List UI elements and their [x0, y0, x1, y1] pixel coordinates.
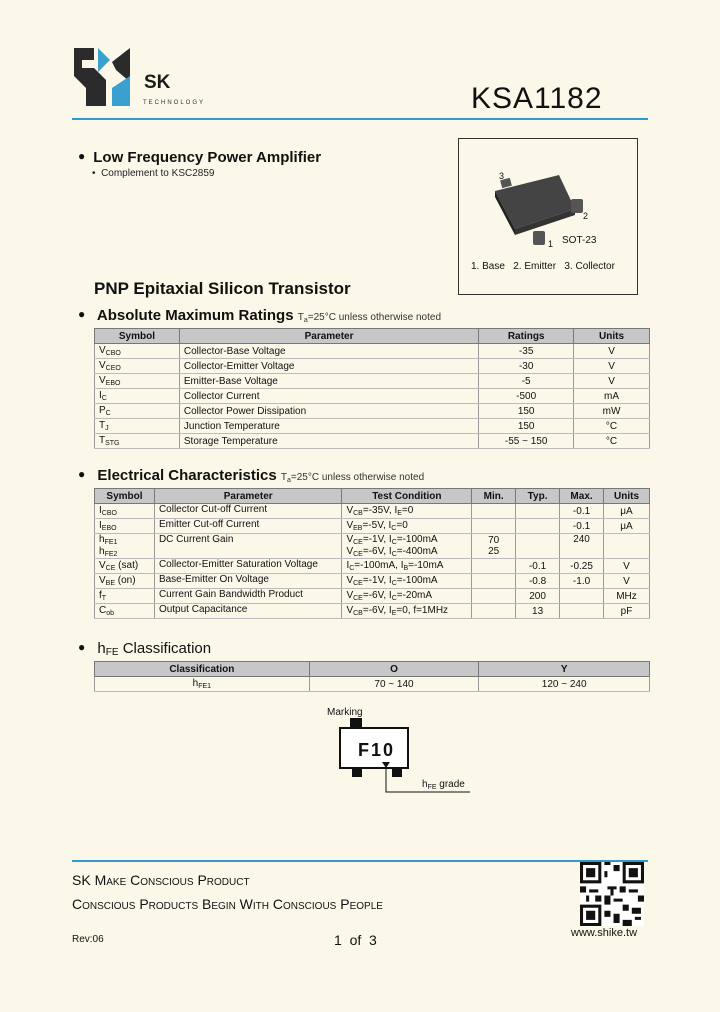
logo-name: SK: [144, 72, 171, 93]
table-row: [95, 434, 650, 449]
unit-cell: V: [604, 574, 650, 589]
cond-text: =-6V,: [362, 605, 389, 616]
pin1-label: 1: [548, 239, 554, 249]
symbol-cell: [95, 434, 180, 449]
cond-text: =-1V,: [362, 575, 389, 586]
symbol-subscript: CBO: [101, 510, 117, 517]
min-cell: [472, 519, 516, 534]
marking-code: F10: [358, 740, 396, 760]
table-row: [95, 519, 650, 534]
table-row: [95, 419, 650, 434]
min-cell: [472, 604, 516, 619]
hfe-title-rest: Classification: [118, 640, 212, 657]
condition-cell: [342, 574, 472, 589]
elec-heading: [78, 467, 424, 484]
symbol-letter: I: [99, 520, 102, 531]
unit-cell: °C: [574, 434, 650, 449]
column-header: Symbol: [95, 329, 180, 344]
hfe-y-value: 120 ~ 240: [479, 677, 650, 692]
rating-cell: -35: [479, 344, 574, 359]
cond-text: =-20mA: [396, 590, 433, 601]
max-cell: -0.1: [560, 504, 604, 519]
hfe-heading: [78, 640, 211, 658]
condition-cell: [342, 504, 472, 519]
grade-h: h: [422, 779, 428, 790]
rating-cell: -55 ~ 150: [479, 434, 574, 449]
rating-cell: 150: [479, 419, 574, 434]
website: www.shike.tw: [571, 927, 638, 939]
column-header: Typ.: [516, 489, 560, 504]
parameter-cell: Emitter Cut-off Current: [154, 519, 342, 534]
column-header: Parameter: [179, 329, 478, 344]
hfe-row-sub: FE1: [198, 683, 212, 690]
cond-var: V: [346, 520, 354, 531]
symbol-letter: V: [99, 375, 106, 386]
unit-cell: V: [574, 359, 650, 374]
footer-slogan-1: SK Make Conscious Product: [72, 872, 250, 888]
symbol-subscript: J: [105, 425, 109, 432]
cond-sub: CE: [353, 551, 363, 558]
column-header: Units: [604, 489, 650, 504]
parameter-cell: Collector-Base Voltage: [179, 344, 478, 359]
table-row: [95, 404, 650, 419]
abs-max-table: [94, 328, 650, 449]
min-cell: [472, 589, 516, 604]
abs-cond-t: T: [297, 312, 304, 323]
column-header: Symbol: [95, 489, 155, 504]
cond-sub: B: [403, 565, 409, 572]
cond-var: I: [346, 560, 350, 571]
elec-table: [94, 488, 650, 619]
column-header: Min.: [472, 489, 516, 504]
symbol-letter: V: [99, 360, 106, 371]
revision: Rev:06: [72, 934, 104, 945]
parameter-cell: Junction Temperature: [179, 419, 478, 434]
cond-text: =0: [401, 505, 414, 516]
symbol-cell: [95, 574, 155, 589]
rating-cell: -5: [479, 374, 574, 389]
table-row: [95, 589, 650, 604]
cond-text: =-100mA,: [354, 560, 401, 571]
min-cell: 70 25: [472, 534, 516, 559]
cond-sub: E: [397, 510, 402, 517]
cond-text: =0: [396, 520, 408, 531]
pin-assignment: 1. Base 2. Emitter 3. Collector: [471, 261, 615, 272]
qr-code-icon: [580, 862, 644, 926]
table-row: [95, 604, 650, 619]
pin2-label: 2: [583, 211, 589, 221]
symbol-cell: [95, 604, 155, 619]
page-number: 1 of 3: [334, 932, 377, 948]
cond-sub: CE: [353, 595, 363, 602]
typ-cell: 200: [516, 589, 560, 604]
symbol-letter: I: [99, 505, 102, 516]
typ-cell: -0.8: [516, 574, 560, 589]
unit-cell: mW: [574, 404, 650, 419]
cond-sub: CE: [353, 539, 363, 546]
footer-slogan-2: Conscious Products Begin With Conscious People: [72, 896, 383, 912]
symbol-letter: T: [99, 435, 106, 446]
cond-sub: C: [391, 551, 397, 558]
symbol-subscript: EBO: [101, 525, 117, 532]
cond-sub: CE: [353, 580, 363, 587]
column-header: Classification: [95, 662, 310, 677]
typ-cell: [516, 534, 560, 559]
column-header: O: [309, 662, 479, 677]
min-cell: [472, 504, 516, 519]
package-name: SOT-23: [562, 235, 597, 246]
unit-cell: V: [574, 344, 650, 359]
symbol-subscript: EBO: [105, 380, 121, 387]
logo-subtitle: TECHNOLOGY: [143, 100, 206, 106]
cond-var: I: [388, 575, 392, 586]
symbol-suffix: (on): [115, 575, 136, 586]
symbol-subscript: C: [105, 410, 111, 417]
marking-label: Marking: [327, 707, 363, 718]
cond-var: I: [388, 605, 392, 616]
header-divider: [72, 118, 648, 120]
cond-sub: CB: [353, 610, 363, 617]
typ-cell: 13: [516, 604, 560, 619]
parameter-cell: Collector-Emitter Saturation Voltage: [154, 559, 342, 574]
cond-var: I: [388, 534, 392, 545]
cond-var: V: [346, 505, 354, 516]
cond-sub: C: [391, 525, 397, 532]
unit-cell: μA: [604, 504, 650, 519]
rating-cell: -30: [479, 359, 574, 374]
cond-sub: CB: [353, 510, 363, 517]
footer-divider: [72, 860, 648, 862]
symbol-cell: [95, 589, 155, 604]
parameter-cell: Collector Power Dissipation: [179, 404, 478, 419]
cond-var: V: [346, 546, 354, 557]
symbol-subscript: CBO: [105, 350, 121, 357]
typ-cell: -0.1: [516, 559, 560, 574]
elec-title: Electrical Characteristics: [97, 467, 277, 484]
abs-cond-rest: =25°C unless otherwise noted: [307, 312, 442, 323]
rating-cell: -500: [479, 389, 574, 404]
cond-text: =-100mA: [396, 534, 438, 545]
parameter-cell: DC Current Gain: [154, 534, 342, 559]
table-row: [95, 344, 650, 359]
symbol-letter: h: [99, 534, 105, 545]
symbol-letter: V: [99, 560, 106, 571]
symbol-subscript: ob: [106, 610, 115, 617]
max-cell: -0.25: [560, 559, 604, 574]
symbol-letter: h: [99, 546, 105, 557]
symbol-letter: I: [99, 390, 102, 401]
min-cell: [472, 559, 516, 574]
parameter-cell: Emitter-Base Voltage: [179, 374, 478, 389]
cond-var: I: [400, 560, 404, 571]
max-cell: [560, 604, 604, 619]
hfe-table: [94, 661, 650, 692]
feature-bullet: • Complement to KSC2859: [92, 168, 215, 179]
hfe-title-sub: FE: [105, 647, 119, 658]
cond-text: =-100mA: [396, 575, 438, 586]
package-diagram: [458, 138, 638, 295]
symbol-cell: [95, 359, 180, 374]
column-header: Units: [574, 329, 650, 344]
cond-text: =-35V,: [362, 505, 395, 516]
cond-text: =-400mA: [396, 546, 438, 557]
max-cell: [560, 589, 604, 604]
parameter-cell: Storage Temperature: [179, 434, 478, 449]
abs-max-heading: [78, 307, 441, 324]
cond-var: V: [346, 534, 354, 545]
column-header: Y: [479, 662, 650, 677]
typ-cell: [516, 519, 560, 534]
parameter-cell: Collector Current: [179, 389, 478, 404]
hfe-title-h: h: [97, 640, 106, 657]
typ-cell: [516, 504, 560, 519]
unit-cell: V: [604, 559, 650, 574]
unit-cell: MHz: [604, 589, 650, 604]
column-header: Ratings: [479, 329, 574, 344]
column-header: Parameter: [154, 489, 342, 504]
symbol-subscript: T: [101, 595, 107, 602]
unit-cell: [604, 534, 650, 559]
hfe-grade-label: [422, 779, 465, 791]
symbol-letter: V: [99, 575, 106, 586]
unit-cell: μA: [604, 519, 650, 534]
parameter-cell: Current Gain Bandwidth Product: [154, 589, 342, 604]
min-value-2: 25: [488, 546, 500, 557]
symbol-letter: P: [99, 405, 106, 416]
condition-cell: [342, 559, 472, 574]
symbol-cell: [95, 344, 180, 359]
cond-var: I: [388, 546, 392, 557]
part-number: KSA1182: [471, 82, 603, 115]
cond-text: =0, f=1MHz: [396, 605, 449, 616]
table-row: [95, 534, 650, 559]
rating-cell: 150: [479, 404, 574, 419]
cond-text: =-1V,: [362, 534, 389, 545]
symbol-letter: V: [99, 345, 106, 356]
symbol-cell: [95, 519, 155, 534]
condition-cell: [342, 519, 472, 534]
sk-logo-icon: [72, 48, 132, 106]
unit-cell: V: [574, 374, 650, 389]
hfe-row-sym: h: [192, 678, 199, 689]
cond-text: =-10mA: [408, 560, 444, 571]
cond-sub: C: [349, 565, 355, 572]
unit-cell: °C: [574, 419, 650, 434]
table-row: [95, 359, 650, 374]
min-cell: [472, 574, 516, 589]
hfe-row-symbol: [95, 677, 310, 692]
grade-sub: FE: [427, 784, 437, 791]
feature-title: ● Low Frequency Power Amplifier: [78, 149, 321, 166]
symbol-cell: [95, 504, 155, 519]
symbol-suffix: (sat): [115, 560, 139, 571]
cond-sub: C: [391, 580, 397, 587]
symbol-subscript: FE2: [104, 551, 118, 558]
parameter-cell: Collector-Emitter Voltage: [179, 359, 478, 374]
cond-text: =-6V,: [362, 590, 389, 601]
max-cell: -1.0: [560, 574, 604, 589]
cond-var: V: [346, 575, 354, 586]
cond-sub: EB: [353, 525, 363, 532]
symbol-subscript: STG: [105, 440, 120, 447]
column-header: Test Condition: [342, 489, 472, 504]
cond-var: I: [388, 520, 392, 531]
max-cell: 240: [560, 534, 604, 559]
parameter-cell: Collector Cut-off Current: [154, 504, 342, 519]
symbol-subscript: CE: [105, 565, 116, 572]
parameter-cell: Output Capacitance: [154, 604, 342, 619]
cond-sub: E: [391, 610, 397, 617]
symbol-letter: T: [99, 420, 106, 431]
cond-text: =-5V,: [362, 520, 389, 531]
table-row: [95, 374, 650, 389]
marking-diagram: [330, 718, 490, 798]
cond-var: V: [346, 605, 354, 616]
condition-cell: [342, 604, 472, 619]
condition-cell: [342, 589, 472, 604]
elec-cond-t: T: [280, 472, 287, 483]
cond-sub: C: [391, 539, 397, 546]
device-type: PNP Epitaxial Silicon Transistor: [94, 279, 351, 298]
cond-text: =-6V,: [362, 546, 389, 557]
symbol-cell: [95, 534, 155, 559]
table-row: [95, 389, 650, 404]
grade-rest: grade: [436, 779, 465, 790]
feature-bullet-text: Complement to KSC2859: [101, 168, 215, 179]
company-logo: [72, 48, 132, 106]
table-row: [95, 559, 650, 574]
symbol-cell: [95, 389, 180, 404]
symbol-subscript: C: [101, 395, 107, 402]
elec-cond-rest: =25°C unless otherwise noted: [290, 472, 425, 483]
table-row: [95, 574, 650, 589]
abs-max-title: Absolute Maximum Ratings: [96, 307, 294, 324]
condition-cell: [342, 534, 472, 559]
symbol-cell: [95, 404, 180, 419]
unit-cell: mA: [574, 389, 650, 404]
column-header: Max.: [560, 489, 604, 504]
cond-var: I: [388, 590, 392, 601]
unit-cell: pF: [604, 604, 650, 619]
abs-cond-sub: a: [303, 317, 308, 324]
symbol-subscript: CEO: [105, 365, 121, 372]
table-row: [95, 504, 650, 519]
symbol-subscript: BE: [105, 580, 116, 587]
elec-cond-sub: a: [286, 477, 291, 484]
symbol-letter: f: [99, 590, 102, 601]
symbol-cell: [95, 419, 180, 434]
cond-var: I: [394, 505, 398, 516]
hfe-o-value: 70 ~ 140: [309, 677, 479, 692]
cond-var: V: [346, 590, 354, 601]
max-cell: -0.1: [560, 519, 604, 534]
symbol-cell: [95, 559, 155, 574]
parameter-cell: Base-Emitter On Voltage: [154, 574, 342, 589]
cond-sub: C: [391, 595, 397, 602]
symbol-letter: C: [99, 605, 107, 616]
symbol-cell: [95, 374, 180, 389]
pin3-label: 3: [499, 171, 505, 181]
symbol-subscript: FE1: [104, 539, 118, 546]
